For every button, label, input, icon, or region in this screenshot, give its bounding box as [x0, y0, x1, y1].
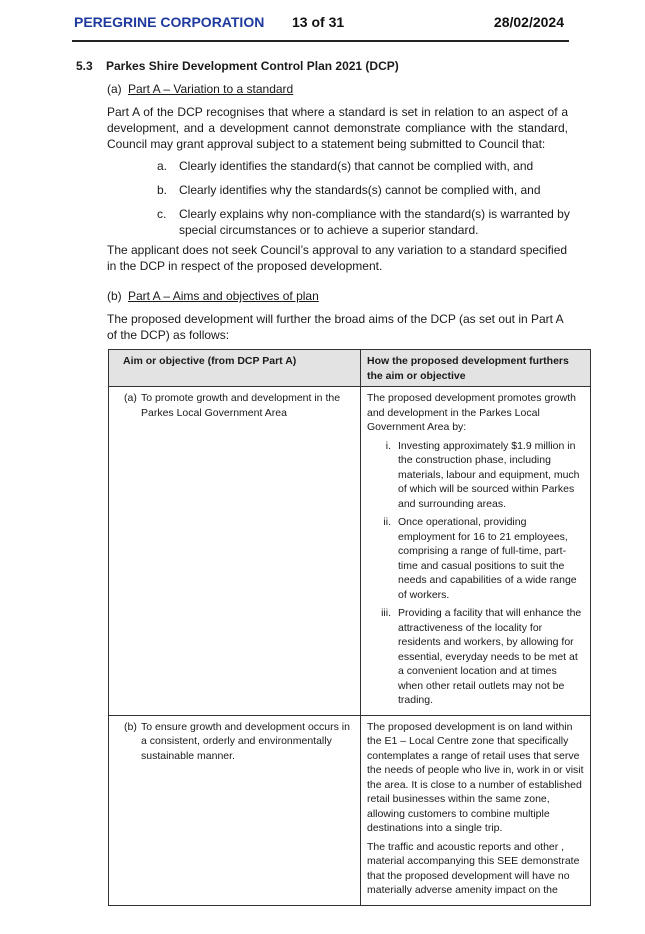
page-number: 13 of 31 — [292, 14, 345, 30]
list-item-text: Once operational, providing employment for 16 to 21 employees, comprising a range of full-time, part-time and casual positions to suit the needs and capabilities of a wide range of workers. — [398, 516, 577, 601]
list-item — [150, 182, 570, 198]
document-date: 28/02/2024 — [493, 14, 564, 30]
column-header-aim: Aim or objective (from DCP Part A) — [109, 350, 361, 387]
list-item-text: Clearly identifies the standard(s) that cannot be complied with, and — [179, 159, 534, 173]
page-header — [74, 12, 570, 40]
list-item-text: Providing a facility that will enhance the attractiveness of the locality for residents and workers, by allowing for essential, everyday needs to be met at a convenient location and at times when other retail outlets may not be trading. — [398, 607, 582, 706]
aim-text-block — [124, 720, 354, 764]
roman-list — [367, 439, 584, 708]
list-marker: b. — [157, 183, 168, 197]
aims-table — [108, 349, 591, 906]
section-title: Parkes Shire Development Control Plan 2021 (DCP) — [106, 59, 399, 73]
list-item-text: Clearly explains why non-compliance with the standard(s) is warranted by special circumstances or to achieve a superior standard. — [179, 207, 570, 237]
furtherance-cell — [361, 715, 591, 905]
list-item — [367, 439, 584, 512]
section-number: 5.3 — [76, 59, 93, 73]
list-item — [150, 158, 570, 174]
subheading-text: Part A – Variation to a standard — [128, 82, 294, 96]
company-name: PEREGRINE CORPORATION — [74, 14, 265, 30]
list-marker: iii. — [381, 607, 391, 619]
list-marker: ii. — [383, 516, 391, 528]
column-header-furtherance: How the proposed development furthers the aim or objective — [361, 350, 591, 387]
furtherance-paragraph: The traffic and acoustic reports and other , material accompanying this SEE demonstrate that the proposed development will have no materially adverse amenity impact on the — [367, 840, 580, 896]
list-item-text: Investing approximately $1.9 million in the construction phase, including materials, labour and equipment, much of which will be sourced within Parkes and surrounding areas. — [398, 439, 580, 510]
subheading-text: Part A – Aims and objectives of plan — [128, 289, 319, 303]
aim-marker: (a) — [124, 392, 137, 404]
part-b-intro: The proposed development will further the broad aims of the DCP (as set out in Part A of the DCP) as follows: — [107, 312, 564, 342]
list-marker: i. — [385, 439, 391, 452]
part-a-intro: Part A of the DCP recognises that where a standard is set in relation to an aspect of a development, and a development cannot demonstrate compliance with the standard, Council may grant approval subject to a statement being submitted to Council that: — [107, 105, 568, 151]
aim-cell — [109, 715, 361, 905]
list-item — [150, 206, 570, 238]
aim-cell — [109, 387, 361, 716]
list-marker: a. — [157, 159, 168, 173]
aim-marker: (b) — [124, 720, 137, 733]
header-divider — [72, 40, 569, 42]
aim-text: To promote growth and development in the Parkes Local Government Area — [141, 392, 341, 419]
aim-text: To ensure growth and development occurs in a consistent, orderly and environmentally sustainable manner. — [141, 720, 350, 762]
furtherance-intro: The proposed development promotes growth and development in the Parkes Local Government Area by: — [367, 392, 576, 433]
table-row — [109, 387, 591, 716]
subheading-part-b — [107, 289, 319, 303]
furtherance-paragraph: The proposed development is on land within the E1 – Local Centre zone that specifically contemplates a range of retail uses that serve the needs of people who live in, work in or visit the area. It is close to a number of established retail businesses within the same zone, allowing customers to combine multiple destinations into a single trip. — [367, 720, 584, 834]
list-item — [367, 606, 584, 708]
criteria-list — [150, 158, 570, 246]
part-a-closing: The applicant does not seek Council’s approval to any variation to a standard specified in the DCP in respect of the proposed development. — [107, 243, 568, 273]
furtherance-cell — [361, 387, 591, 716]
aim-text-block — [124, 391, 354, 420]
list-marker: c. — [157, 207, 167, 221]
list-item — [367, 515, 584, 602]
list-item-text: Clearly identifies why the standards(s) cannot be complied with, and — [179, 183, 541, 197]
subheading-part-a — [107, 82, 293, 96]
table-header-row — [109, 350, 591, 387]
subheading-label: (b) — [107, 289, 122, 303]
subheading-label: (a) — [107, 82, 122, 96]
table-row — [109, 715, 591, 905]
